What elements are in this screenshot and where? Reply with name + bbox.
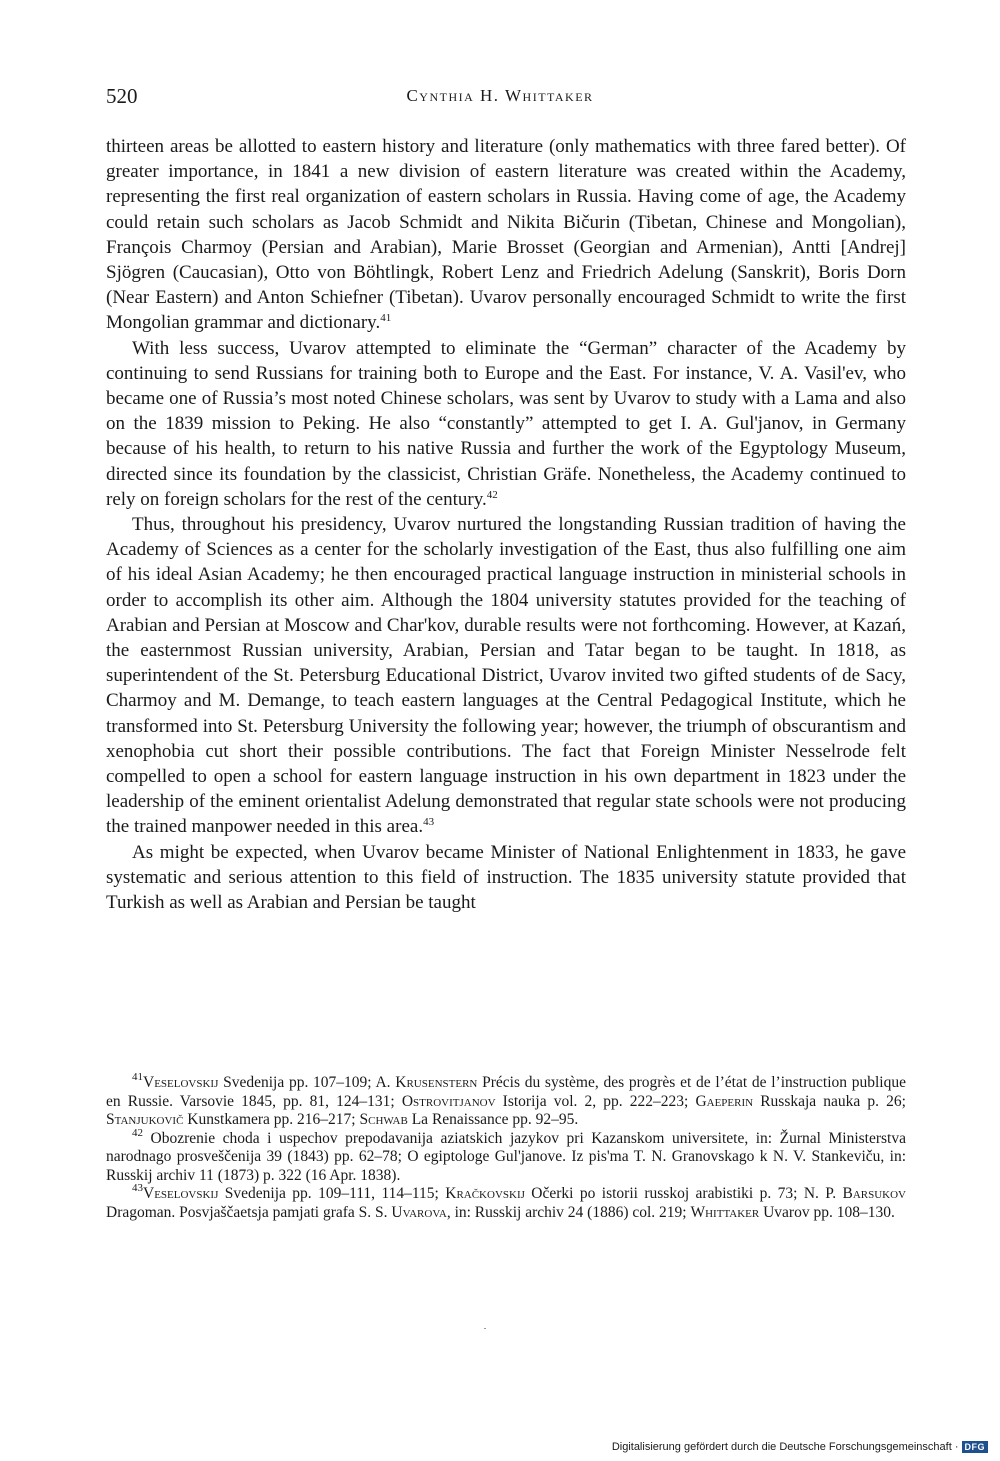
footnote-text: Kunstkamera pp. 216–217; xyxy=(183,1111,360,1128)
footnote-text: Dragoman. Posvjaščaetsja pamjati grafa S. S. xyxy=(106,1203,392,1221)
footnote-43 xyxy=(106,1182,906,1222)
footnote-ref-41: 41 xyxy=(380,312,392,325)
footnote-number: 43 xyxy=(132,1182,143,1194)
dfg-logo-icon: DFG xyxy=(962,1441,989,1453)
running-head: Cynthia H. Whittaker xyxy=(406,86,594,105)
footnote-author: Krusenstern xyxy=(395,1074,478,1091)
credit-text: Digitalisierung gefördert durch die Deutsche Forschungsgemeinschaft · xyxy=(611,1441,959,1453)
footnote-text: Précis du système, des progrès et de l’état de l’instruction publique en Russie. Varsovie 1845, pp. 81, 124–131; xyxy=(106,1074,906,1110)
footnote-author: Schwab xyxy=(359,1111,408,1128)
paragraph-1 xyxy=(106,134,906,336)
footnote-text: Obozrenie choda i uspechov prepodavanija aziatskich jazykov pri Kazanskom universitete, in: Žurnal Ministerstva narodnago prosveščenija 39 (1843) pp. 62–78; O egiptologe Gul'janove. Iz pis'ma T. N. Granovskago k N. V. Stankeviču, in: Russkij archiv 11 (1873) p. 322 (16 Apr. 1838). xyxy=(106,1129,906,1184)
footnote-author: Stanjukovič xyxy=(106,1111,184,1128)
footnote-author: Whittaker xyxy=(690,1203,760,1221)
center-mark xyxy=(484,1328,486,1329)
paragraph-4-text: As might be expected, when Uvarov became Minister of National Enlightenment in 1833, he gave systematic and serious attention to this field of instruction. The 1835 university statute provided that Turkish as well as Arabian and Persian be taught xyxy=(106,841,906,914)
footnote-text: , in: Russkij archiv 24 (1886) col. 219; xyxy=(446,1203,691,1221)
footnotes xyxy=(106,1071,906,1222)
footnote-number: 41 xyxy=(132,1071,143,1083)
digitization-credit xyxy=(612,1441,988,1453)
footnote-text: Uvarov pp. 108–130. xyxy=(759,1203,895,1221)
footnote-number: 42 xyxy=(132,1126,143,1139)
footnote-author: Kračkovskij xyxy=(445,1185,525,1202)
paragraph-1-text: thirteen areas be allotted to eastern history and literature (only mathematics with three fared better). Of greater importance, in 1841 a new division of eastern literature was created within the Academy, representing the first real organization of eastern scholars in Russia. Having come of age, the Academy could retain such scholars as Jacob Schmidt and Nikita Bičurin (Tibetan, Chinese and Mongolian), François Charmoy (Persian and Arabian), Marie Brosset (Georgian and Armenian), Antti [Andrej] Sjögren (Caucasian), Otto von Böhtlingk, Robert Lenz and Friedrich Adelung (Sanskrit), Boris Dorn (Near Eastern) and Anton Schiefner (Tibetan). Uvarov personally encouraged Schmidt to write the first Mongolian grammar and dictionary. xyxy=(106,136,906,334)
footnote-text: Russkaja nauka p. 26; xyxy=(753,1092,906,1110)
paragraph-2 xyxy=(106,336,906,512)
footnote-text: La Renaissance pp. 92–95. xyxy=(407,1111,579,1128)
footnote-author: Gaeperin xyxy=(695,1092,754,1110)
footnote-ref-43: 43 xyxy=(423,816,435,829)
footnote-author: Veselovskij xyxy=(143,1185,219,1202)
page-number: 520 xyxy=(106,84,138,108)
paragraph-3-text: Thus, throughout his presidency, Uvarov nurtured the longstanding Russian tradition of having the Academy of Sciences as a center for the scholarly investigation of the East, thus also fulfilling one aim of his ideal Asian Academy; he then encouraged practical language instruction in ministerial schools in order to accomplish its other aim. Although the 1804 university statutes provided for the teaching of Arabian and Persian at Moscow and Char'kov, durable results were not forthcoming. However, at Kazań, the easternmost Russian university, Arabian, Persian and Tatar began to be taught. In 1818, as superintendent of the St. Petersburg Educational District, Uvarov invited two gifted students of de Sacy, Charmoy and M. Demange, to teach eastern languages at the Central Pedagogical Institute, which he transformed into St. Petersburg University the following year; however, the triumph of obscurantism and xenophobia cut short their possible contributions. The fact that Foreign Minister Nesselrode felt compelled to open a school for eastern language instruction in his own department in 1823 under the leadership of the eminent orientalist Adelung demonstrated that regular state schools were not producing the trained manpower needed in this area. xyxy=(106,514,906,838)
footnote-ref-42: 42 xyxy=(486,488,498,501)
footnote-author: Veselovskij xyxy=(143,1074,219,1091)
footnote-text: Očerki po istorii russkoj arabistiki p. 73; N. P. xyxy=(524,1185,843,1202)
paragraph-3 xyxy=(106,512,906,840)
footnote-text: Istorija vol. 2, pp. 222–223; xyxy=(495,1092,696,1110)
footnote-author: Barsukov xyxy=(842,1185,906,1202)
paragraph-2-text: With less success, Uvarov attempted to eliminate the “German” character of the Academy by continuing to send Russians for training both to Europe and the East. For instance, V. A. Vasil'ev, who became one of Russia’s most noted Chinese scholars, was sent by Uvarov to study with a Lama and also on the 1839 mission to Peking. He also “constantly” attempted to get I. A. Gul'janov, in Germany because of his health, to return to his native Russia and further the work of the Egyptology Museum, directed since its foundation by the classicist, Christian Gräfe. Nonetheless, the Academy continued to rely on foreign scholars for the rest of the century. xyxy=(106,337,906,510)
footnote-author: Ostrovitjanov xyxy=(401,1092,496,1110)
footnote-42 xyxy=(106,1126,906,1186)
footnote-text: Svedenija pp. 107–109; A. xyxy=(218,1074,396,1091)
main-text xyxy=(106,134,906,915)
footnote-author: Uvarova xyxy=(391,1203,447,1221)
paragraph-4 xyxy=(106,840,906,916)
footnote-text: Svedenija pp. 109–111, 114–115; xyxy=(218,1185,446,1202)
footnote-41 xyxy=(106,1071,906,1130)
